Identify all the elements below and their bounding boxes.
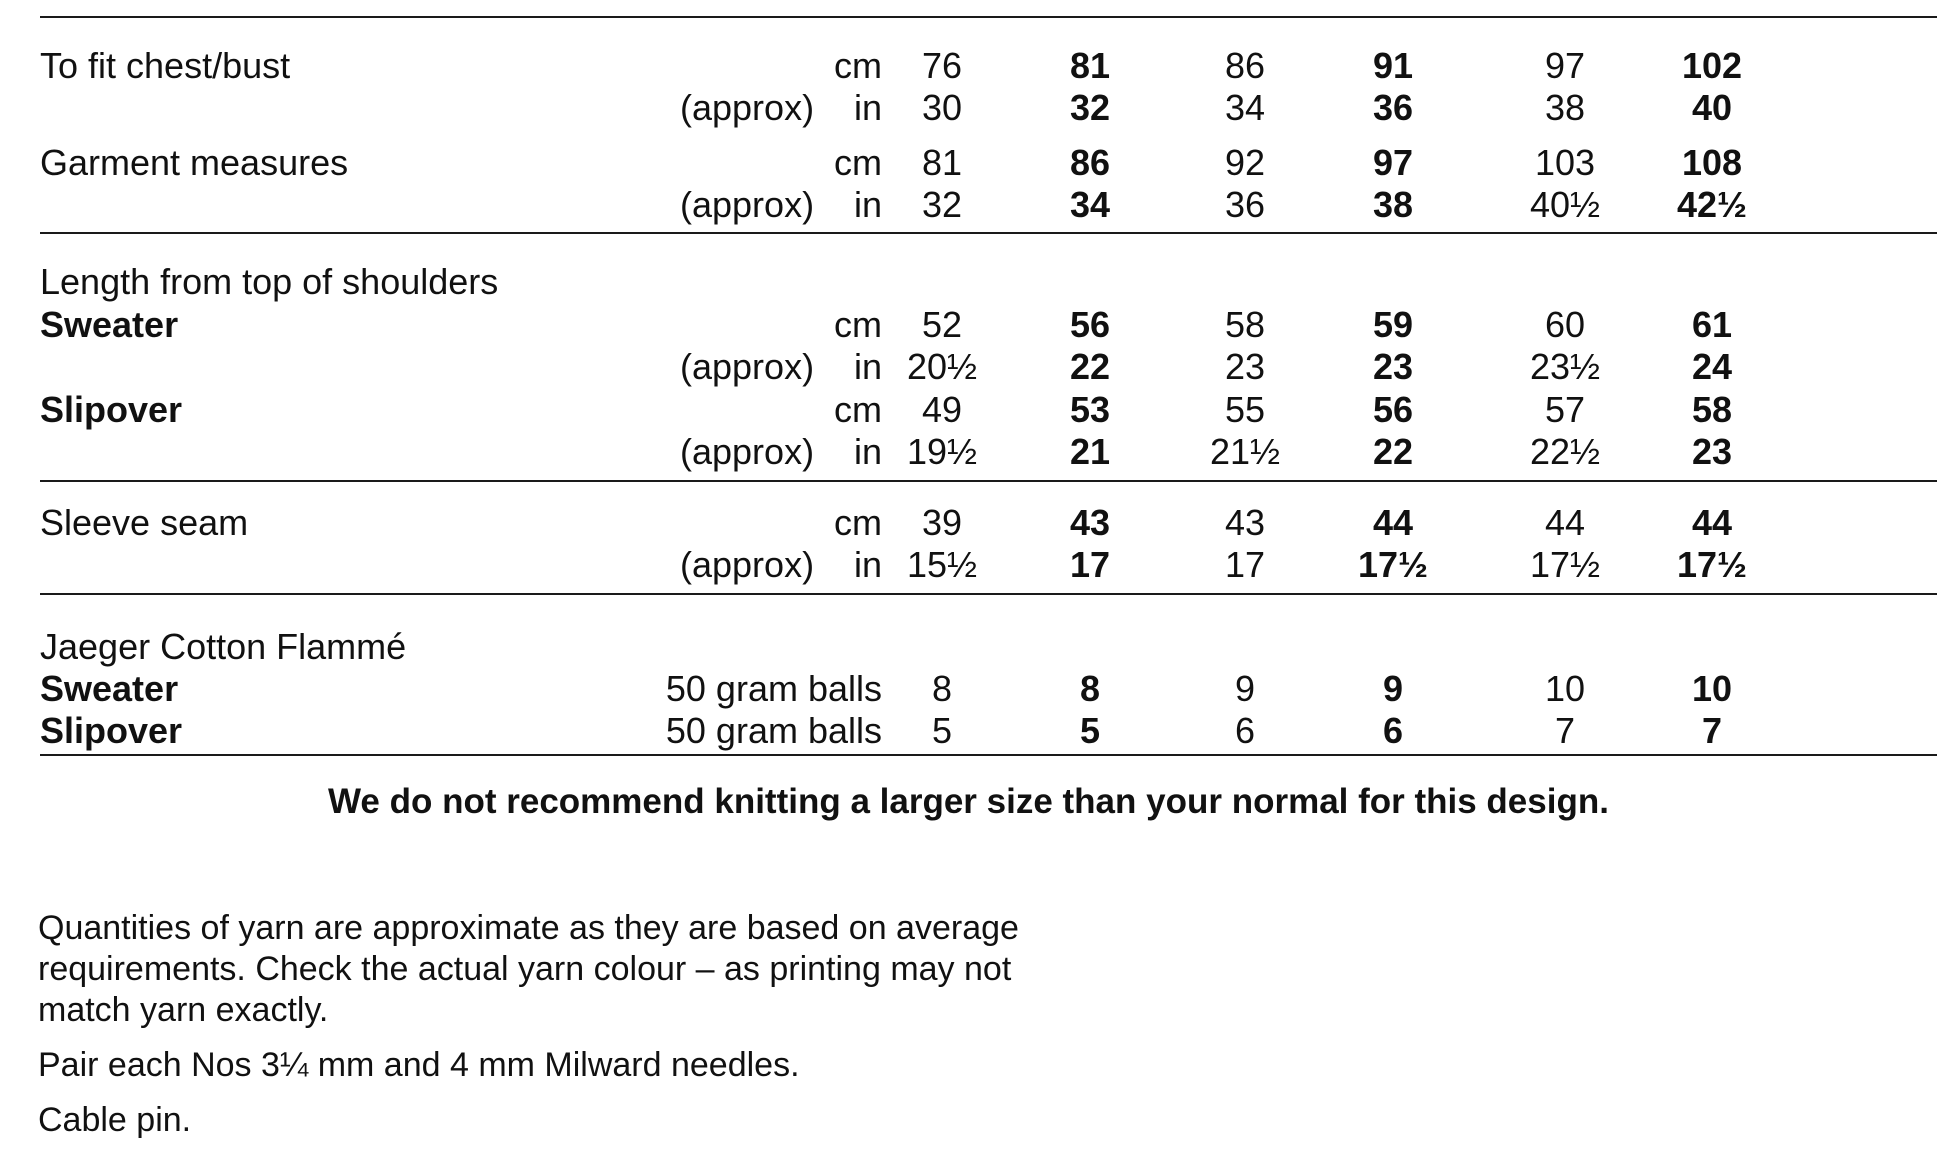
- approx-qualifier: (approx): [680, 346, 815, 387]
- cell-size-2: 17: [1069, 544, 1111, 585]
- cell-size-1: 8: [931, 668, 953, 709]
- row-label: Sweater: [40, 668, 179, 709]
- approx-qualifier: (approx): [680, 184, 815, 225]
- cell-size-2: 43: [1069, 502, 1111, 543]
- unit-label: cm: [834, 45, 882, 86]
- row-label: Sweater: [40, 304, 179, 345]
- cell-size-3: 23: [1224, 346, 1266, 387]
- cell-size-5: 44: [1544, 502, 1586, 543]
- cell-size-4: 97: [1372, 142, 1414, 183]
- unit-label: 50 gram balls: [665, 668, 882, 709]
- cell-size-4: 91: [1372, 45, 1414, 86]
- cell-size-6: 24: [1691, 346, 1733, 387]
- unit-label: in: [853, 544, 882, 585]
- cell-size-2: 53: [1069, 389, 1111, 430]
- unit-label: in: [853, 346, 882, 387]
- unit-label: in: [853, 87, 882, 128]
- cell-size-5: 22½: [1529, 431, 1601, 472]
- cell-size-4: 17½: [1357, 544, 1429, 585]
- cell-size-1: 39: [921, 502, 963, 543]
- cell-size-1: 32: [921, 184, 963, 225]
- cell-size-6: 23: [1691, 431, 1733, 472]
- cell-size-2: 8: [1079, 668, 1101, 709]
- cell-size-6: 102: [1681, 45, 1743, 86]
- cell-size-6: 61: [1691, 304, 1733, 345]
- cable-pin-note: Cable pin.: [38, 1101, 192, 1139]
- cell-size-4: 44: [1372, 502, 1414, 543]
- cell-size-3: 58: [1224, 304, 1266, 345]
- cell-size-3: 21½: [1209, 431, 1281, 472]
- cell-size-4: 36: [1372, 87, 1414, 128]
- pattern-notes: [38, 908, 1038, 1155]
- row-label: Slipover: [40, 389, 183, 430]
- section-rule: [40, 754, 1937, 756]
- unit-label: 50 gram balls: [665, 710, 882, 751]
- cell-size-6: 58: [1691, 389, 1733, 430]
- cell-size-4: 38: [1372, 184, 1414, 225]
- cell-size-3: 43: [1224, 502, 1266, 543]
- cell-size-4: 23: [1372, 346, 1414, 387]
- cell-size-4: 22: [1372, 431, 1414, 472]
- section-rule: [40, 480, 1937, 482]
- cell-size-5: 10: [1544, 668, 1586, 709]
- cell-size-2: 21: [1069, 431, 1111, 472]
- row-label: Slipover: [40, 710, 183, 751]
- cell-size-5: 40½: [1529, 184, 1601, 225]
- cell-size-6: 10: [1691, 668, 1733, 709]
- yarn-quantity-note: Quantities of yarn are approximate as they are based on average requirements. Check the actual yarn colour – as printing may not match yarn exactly.: [38, 909, 1019, 1029]
- cell-size-1: 76: [921, 45, 963, 86]
- unit-label: cm: [834, 142, 882, 183]
- cell-size-2: 56: [1069, 304, 1111, 345]
- cell-size-4: 6: [1382, 710, 1404, 751]
- row-label: Length from top of shoulders: [40, 261, 499, 302]
- needles-note: Pair each Nos 3¼ mm and 4 mm Milward needles.: [38, 1046, 800, 1084]
- cell-size-2: 81: [1069, 45, 1111, 86]
- cell-size-3: 17: [1224, 544, 1266, 585]
- approx-qualifier: (approx): [680, 544, 815, 585]
- cell-size-3: 9: [1234, 668, 1256, 709]
- cell-size-6: 17½: [1676, 544, 1748, 585]
- table-top-rule: [40, 16, 1937, 18]
- cell-size-3: 92: [1224, 142, 1266, 183]
- cell-size-3: 55: [1224, 389, 1266, 430]
- row-label: To fit chest/bust: [40, 45, 291, 86]
- unit-label: in: [853, 431, 882, 472]
- cell-size-5: 60: [1544, 304, 1586, 345]
- cell-size-6: 7: [1701, 710, 1723, 751]
- section-rule: [40, 593, 1937, 595]
- cell-size-4: 9: [1382, 668, 1404, 709]
- approx-qualifier: (approx): [680, 87, 815, 128]
- cell-size-2: 86: [1069, 142, 1111, 183]
- cell-size-1: 30: [921, 87, 963, 128]
- row-label: Sleeve seam: [40, 502, 249, 543]
- cell-size-1: 81: [921, 142, 963, 183]
- cell-size-2: 34: [1069, 184, 1111, 225]
- cell-size-1: 19½: [906, 431, 978, 472]
- cell-size-2: 22: [1069, 346, 1111, 387]
- cell-size-5: 23½: [1529, 346, 1601, 387]
- cell-size-5: 97: [1544, 45, 1586, 86]
- cell-size-6: 108: [1681, 142, 1743, 183]
- size-recommendation: We do not recommend knitting a larger size than your normal for this design.: [328, 782, 1609, 821]
- row-label: Garment measures: [40, 142, 349, 183]
- cell-size-6: 44: [1691, 502, 1733, 543]
- cell-size-3: 34: [1224, 87, 1266, 128]
- cell-size-1: 15½: [906, 544, 978, 585]
- cell-size-6: 42½: [1676, 184, 1748, 225]
- cell-size-4: 56: [1372, 389, 1414, 430]
- cell-size-3: 36: [1224, 184, 1266, 225]
- cell-size-5: 103: [1534, 142, 1596, 183]
- cell-size-5: 17½: [1529, 544, 1601, 585]
- cell-size-1: 20½: [906, 346, 978, 387]
- cell-size-3: 6: [1234, 710, 1256, 751]
- section-rule: [40, 232, 1937, 234]
- cell-size-1: 5: [931, 710, 953, 751]
- cell-size-5: 7: [1554, 710, 1576, 751]
- unit-label: cm: [834, 502, 882, 543]
- approx-qualifier: (approx): [680, 431, 815, 472]
- cell-size-1: 49: [921, 389, 963, 430]
- unit-label: in: [853, 184, 882, 225]
- cell-size-3: 86: [1224, 45, 1266, 86]
- cell-size-4: 59: [1372, 304, 1414, 345]
- cell-size-5: 57: [1544, 389, 1586, 430]
- cell-size-1: 52: [921, 304, 963, 345]
- unit-label: cm: [834, 304, 882, 345]
- cell-size-2: 32: [1069, 87, 1111, 128]
- cell-size-6: 40: [1691, 87, 1733, 128]
- cell-size-2: 5: [1079, 710, 1101, 751]
- row-label: Jaeger Cotton Flammé: [40, 626, 407, 667]
- cell-size-5: 38: [1544, 87, 1586, 128]
- unit-label: cm: [834, 389, 882, 430]
